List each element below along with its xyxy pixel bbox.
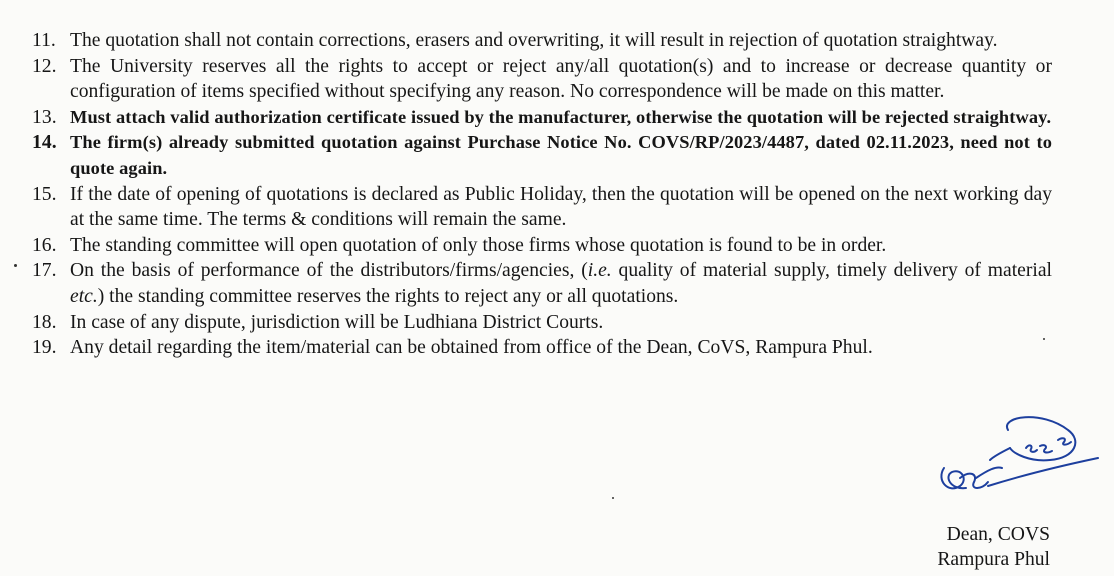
term-text: Any detail regarding the item/material can be obtained from office of the Dean, CoVS, Rampura Phul.	[70, 337, 873, 359]
term-item-15	[32, 182, 1052, 233]
term-number: 13.	[32, 106, 57, 128]
term-text: The quotation shall not contain corrections, erasers and overwriting, it will result in rejection of quotation straightway.	[70, 30, 998, 51]
term-item-18	[32, 310, 1052, 336]
term-item-16	[32, 233, 1052, 259]
scan-speck	[1043, 338, 1045, 340]
term-text: The University reserves all the rights to accept or reject any/all quotation(s) and to increase or decrease quantity or configuration of items specified without specifying any reason. No correspondence will be made on this matter.	[70, 55, 1052, 103]
term-number: 12.	[32, 55, 57, 77]
term-text: In case of any dispute, jurisdiction will be Ludhiana District Courts.	[70, 311, 604, 333]
term-number: 14.	[32, 132, 57, 154]
terms-list	[32, 28, 1052, 361]
term-text: The standing committee will open quotation of only those firms whose quotation is found to be in order.	[70, 234, 887, 256]
handwritten-signature	[930, 408, 1100, 508]
term-number: 11.	[32, 30, 56, 51]
term-text-italic: i.e.	[587, 260, 612, 282]
term-text-italic: etc.	[70, 285, 98, 307]
term-number: 15.	[32, 183, 57, 205]
signatory-block	[900, 522, 1050, 572]
term-text: If the date of opening of quotations is declared as Public Holiday, then the quotation will be opened on the next working day at the same time. The terms & conditions will remain the same.	[70, 183, 1052, 231]
term-text: Must attach valid authorization certificate issued by the manufacturer, otherwise the quotation will be rejected straightway.	[70, 106, 1052, 127]
term-text-part: ) the standing committee reserves the rights to reject any or all quotations.	[97, 285, 679, 307]
term-item-13	[32, 105, 1052, 131]
scan-speck	[612, 497, 614, 499]
term-number: 19.	[32, 337, 57, 359]
term-text-part: quality of material supply, timely delivery of material	[611, 260, 1052, 282]
term-item-19	[32, 335, 1052, 361]
term-item-12	[32, 54, 1052, 105]
term-number: 18.	[32, 311, 57, 333]
scan-speck	[14, 264, 17, 267]
term-text-part: On the basis of performance of the distributors/firms/agencies, (	[70, 260, 588, 282]
signatory-title: Dean, COVS	[946, 524, 1050, 545]
term-number: 17.	[32, 260, 57, 282]
signatory-place: Rampura Phul	[937, 549, 1050, 570]
term-item-11	[32, 28, 1052, 54]
term-item-17	[32, 258, 1052, 309]
term-text: The firm(s) already submitted quotation against Purchase Notice No. COVS/RP/2023/4487, dated 02.11.2023, need not to quote again.	[70, 132, 1052, 178]
term-item-14	[32, 130, 1052, 181]
term-number: 16.	[32, 234, 57, 256]
